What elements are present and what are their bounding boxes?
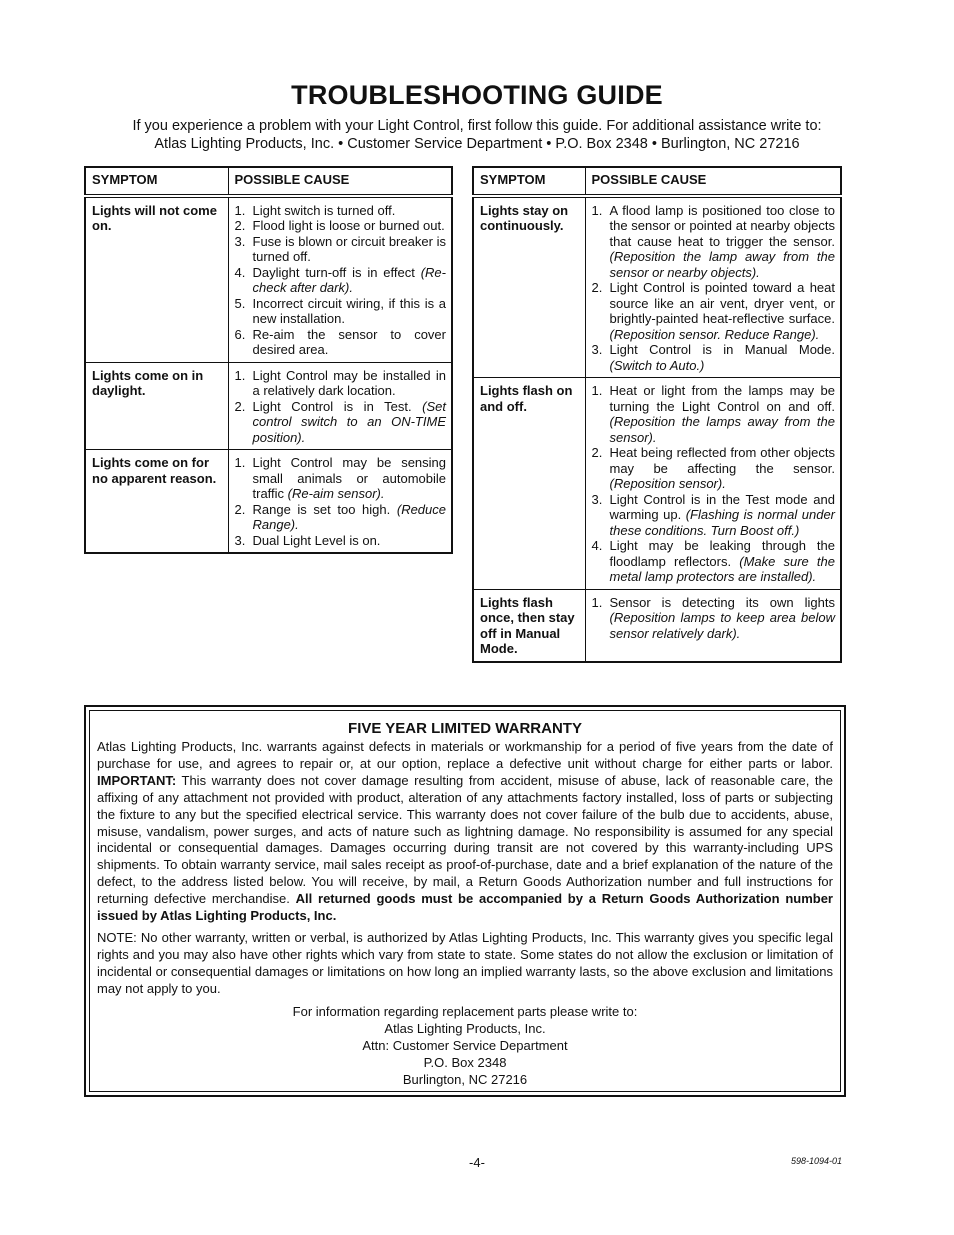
cause-item <box>235 265 447 296</box>
table-header-row <box>473 167 841 196</box>
warranty-box <box>84 705 846 1097</box>
symptom-cell: Lights come on for no apparent reason. <box>85 450 228 554</box>
cause-list <box>235 368 447 446</box>
cause-number: 3. <box>591 342 603 357</box>
cause-remedy-note: (Flashing is normal under these conditions. Turn Boost off.) <box>609 507 835 538</box>
warranty-intro-text: Atlas Lighting Products, Inc. warrants against defects in materials or workmanship for a period of five years from the date of purchase for use, and agrees to repair or, at our option, replace a defective unit without charge for either parts or labor. <box>97 739 833 771</box>
symptom-header: SYMPTOM <box>473 167 585 196</box>
cause-text: Daylight turn-off is in effect <box>252 264 421 280</box>
cause-text: Heat or light from the lamps may be turning the Light Control on and off. <box>609 383 835 414</box>
symptom-cell: Lights flash once, then stay off in Manual Mode. <box>473 589 585 662</box>
cause-number: 3. <box>591 491 603 507</box>
symptom-cell: Lights will not come on. <box>85 196 228 363</box>
possible-cause-header: POSSIBLE CAUSE <box>228 167 452 196</box>
cause-number: 4. <box>234 264 246 280</box>
cause-remedy-note: (Reposition sensor. Reduce Range). <box>609 326 820 342</box>
possible-cause-cell <box>585 196 841 378</box>
cause-remedy-note: (Reposition lamps to keep area below sensor relatively dark). <box>609 610 835 641</box>
cause-number: 6. <box>234 326 246 342</box>
table-body <box>473 196 841 662</box>
table-body <box>85 196 452 554</box>
cause-item <box>235 234 447 265</box>
document-code: 598-1094-01 <box>790 1156 842 1166</box>
cause-remedy-note: (Set control switch to an ON-TIME position). <box>252 398 446 445</box>
possible-cause-cell <box>228 362 452 450</box>
warranty-paragraph <box>97 739 833 925</box>
cause-text: Light Control may be sensing small animals or automobile traffic <box>252 455 446 501</box>
cause-number: 3. <box>234 532 246 548</box>
symptom-cell: Lights come on in daylight. <box>85 362 228 450</box>
table-row <box>473 378 841 590</box>
address-line: Attn: Customer Service Department <box>362 1037 568 1053</box>
cause-number: 2. <box>591 445 603 460</box>
cause-text: Re-aim the sensor to cover desired area. <box>252 326 446 357</box>
warranty-body-text: This warranty does not cover damage resulting from accident, misuse of abuse, lack of reasonable care, the affixing of any attachment not provided with product, alteration of any attachments factory installed, loss of parts or subjecting the fixture to any but the specified electrical service. This warranty does not cover failure of the bulb due to accidents, abuse, misuse, vandalism, power surges, and acts of nature such as lightning damage. No responsibility is assumed for any special incidental or consequential damages. Damages occurring during transit are not covered by this warranty-including UPS shipments. To obtain warranty service, mail sales receipt as proof-of-purchase, date and a brief explanation of the nature of the defect, to the address listed below. You will receive, by mail, a Return Goods Authorization number and full instructions for returning defective merchandise. <box>97 772 833 907</box>
cause-item <box>592 342 836 373</box>
table-row <box>473 589 841 662</box>
cause-item <box>235 368 447 399</box>
cause-item <box>235 399 447 446</box>
address-line: Atlas Lighting Products, Inc. <box>384 1020 546 1036</box>
warranty-title: FIVE YEAR LIMITED WARRANTY <box>348 720 582 737</box>
address-line: P.O. Box 2348 <box>423 1054 507 1070</box>
cause-number: 3. <box>234 233 246 249</box>
important-label: IMPORTANT: <box>97 772 177 788</box>
cause-remedy-note: (Re-aim sensor). <box>287 486 385 501</box>
cause-item <box>592 203 836 281</box>
cause-item <box>235 455 447 502</box>
cause-number: 1. <box>234 455 246 470</box>
possible-cause-cell <box>228 196 452 363</box>
cause-text: Light Control is in the Test mode and warming up. <box>609 491 835 522</box>
cause-item <box>235 296 447 327</box>
cause-number: 4. <box>591 538 603 553</box>
cause-item <box>235 533 447 549</box>
cause-number: 1. <box>234 367 246 383</box>
cause-text: Light switch is turned off. <box>252 202 396 218</box>
possible-cause-cell <box>585 589 841 662</box>
cause-list <box>235 455 447 548</box>
cause-item <box>592 492 836 539</box>
cause-item <box>235 327 447 358</box>
warranty-address-block <box>97 1003 833 1088</box>
intro-line-2: Atlas Lighting Products, Inc. • Customer Service Department • P.O. Box 2348 • Burlington, NC 27216 <box>154 136 800 152</box>
intro-text <box>60 117 894 153</box>
cause-text: Light Control is pointed toward a heat source like an air vent, dryer vent, or brightly-painted heat-reflective surface. <box>609 280 835 326</box>
cause-remedy-note: (Switch to Auto.) <box>609 357 705 373</box>
table-row <box>473 196 841 378</box>
warranty-inner-frame <box>89 710 841 1092</box>
table-row <box>85 196 452 363</box>
cause-text: Range is set too high. <box>252 501 397 517</box>
cause-number: 1. <box>591 202 603 218</box>
address-line: Burlington, NC 27216 <box>402 1071 528 1087</box>
cause-remedy-note: (Reposition the lamp away from the sensor or nearby objects). <box>609 249 835 280</box>
cause-text: Light Control is in Manual Mode. <box>609 342 835 357</box>
cause-text: Incorrect circuit wiring, if this is a new installation. <box>252 295 446 326</box>
warranty-note: NOTE: No other warranty, written or verbal, is authorized by Atlas Lighting Products, Inc. This warranty gives you specific legal rights and you may also have other rights which vary from state to state. Some states do not allow the exclusion or limitation of incidental or consequential damages or limitations on how long an implied warranty lasts, so the above exclusion and limitations may not apply to you. <box>97 929 833 996</box>
cause-remedy-note: (Reduce Range). <box>252 501 446 532</box>
troubleshooting-table-left <box>84 166 453 554</box>
symptom-cell: Lights flash on and off. <box>473 378 585 590</box>
cause-remedy-note: (Re-check after dark). <box>252 264 446 295</box>
cause-number: 2. <box>234 218 246 233</box>
cause-item <box>592 445 836 492</box>
cause-item <box>592 280 836 342</box>
cause-text: Light Control is in Test. <box>252 398 423 414</box>
symptom-cell: Lights stay on continuously. <box>473 196 585 378</box>
cause-item <box>235 502 447 533</box>
cause-number: 1. <box>591 383 603 398</box>
cause-remedy-note: (Make sure the metal lamp protectors are installed). <box>609 553 835 584</box>
cause-text: Dual Light Level is on. <box>252 532 381 548</box>
cause-text: Light Control may be installed in a relatively dark location. <box>252 367 446 398</box>
table-row <box>85 450 452 554</box>
cause-text: Light may be leaking through the floodlamp reflectors. <box>609 538 835 569</box>
page-number: -4- <box>469 1155 485 1170</box>
cause-number: 2. <box>591 280 603 295</box>
cause-number: 2. <box>234 501 246 517</box>
cause-text: A flood lamp is positioned too close to the sensor or pointed at nearby objects that cause heat to trigger the sensor. <box>609 202 835 249</box>
troubleshooting-table-right <box>472 166 842 663</box>
cause-list <box>235 203 447 358</box>
possible-cause-header: POSSIBLE CAUSE <box>585 167 841 196</box>
cause-item <box>592 383 836 445</box>
cause-remedy-note: (Reposition the lamps away from the sensor). <box>609 414 835 445</box>
cause-list <box>592 595 836 642</box>
possible-cause-cell <box>228 450 452 554</box>
return-goods-notice: All returned goods must be accompanied by a Return Goods Authorization number issued by Atlas Lighting Products, Inc. <box>97 891 833 924</box>
symptom-header: SYMPTOM <box>85 167 228 196</box>
cause-item <box>592 538 836 585</box>
cause-text: Fuse is blown or circuit breaker is turned off. <box>252 233 446 264</box>
cause-list <box>592 203 836 374</box>
cause-number: 5. <box>234 295 246 311</box>
cause-number: 1. <box>234 202 246 218</box>
cause-number: 2. <box>234 398 246 414</box>
cause-text: Heat being reflected from other objects may be affecting the sensor. <box>609 445 835 476</box>
cause-text: Sensor is detecting its own lights <box>609 594 835 610</box>
cause-number: 1. <box>591 594 603 610</box>
cause-remedy-note: (Reposition sensor). <box>609 476 726 491</box>
cause-item <box>235 203 447 219</box>
address-line: For information regarding replacement parts please write to: <box>292 1003 638 1019</box>
table-header-row <box>85 167 452 196</box>
cause-list <box>592 383 836 585</box>
cause-item <box>592 595 836 642</box>
page-title: TROUBLESHOOTING GUIDE <box>291 80 663 110</box>
cause-item <box>235 218 447 234</box>
intro-line-1: If you experience a problem with your Light Control, first follow this guide. For additional assistance write to: <box>132 118 822 134</box>
cause-text: Flood light is loose or burned out. <box>252 218 445 233</box>
table-row <box>85 362 452 450</box>
possible-cause-cell <box>585 378 841 590</box>
